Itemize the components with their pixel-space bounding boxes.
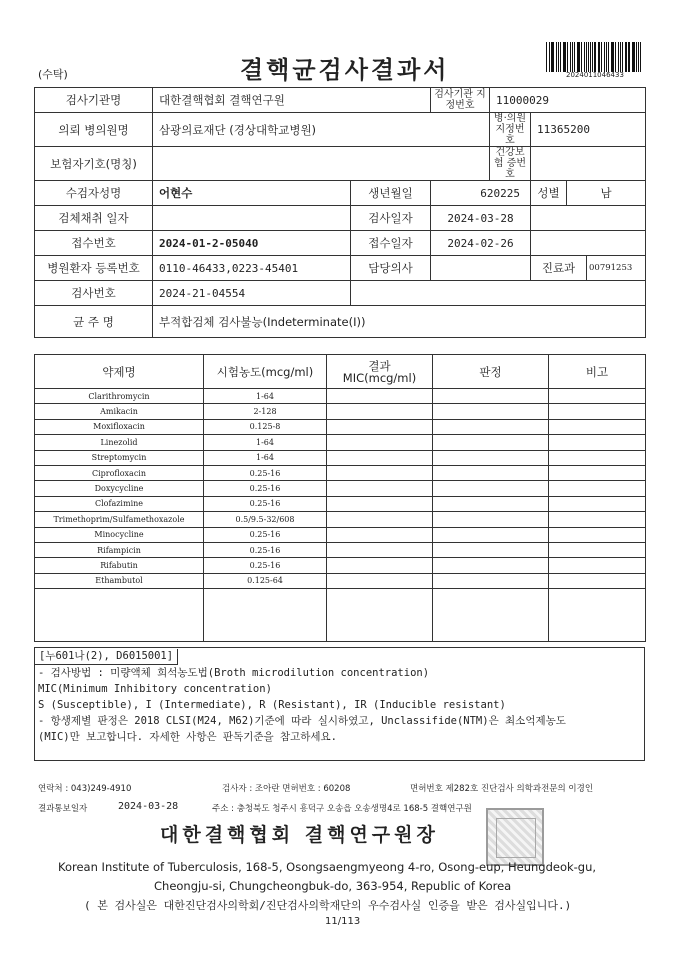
drug-interpretation bbox=[433, 465, 549, 480]
drug-remarks bbox=[549, 419, 646, 434]
drug-name: Linezolid bbox=[35, 435, 204, 450]
drug-mic bbox=[327, 435, 433, 450]
drug-interpretation bbox=[433, 419, 549, 434]
drug-interpretation bbox=[433, 527, 549, 542]
drug-mic bbox=[327, 419, 433, 434]
english-address-line2: Cheongju-si, Chungcheongbuk-do, 363-954, Republic of Korea bbox=[154, 879, 512, 893]
header-result: 결과 bbox=[368, 358, 391, 373]
drug-name: Streptomycin bbox=[35, 450, 204, 465]
drug-name: Ciprofloxacin bbox=[35, 465, 204, 480]
receipt-date-label: 접수일자 bbox=[351, 231, 431, 256]
drug-name: Clarithromycin bbox=[35, 389, 204, 404]
form-tag: (수탁) bbox=[38, 68, 68, 81]
test-date-value: 2024-03-28 bbox=[431, 206, 531, 231]
drug-test-range: 1-64 bbox=[204, 450, 327, 465]
drug-mic bbox=[327, 512, 433, 527]
info-row-patient bbox=[35, 181, 646, 206]
drug-remarks bbox=[549, 435, 646, 450]
info-row-registration bbox=[35, 256, 646, 281]
drug-row bbox=[35, 558, 646, 573]
drug-remarks bbox=[549, 389, 646, 404]
drug-row bbox=[35, 512, 646, 527]
drug-row bbox=[35, 481, 646, 496]
drug-row bbox=[35, 435, 646, 450]
insurance-no-label: 건강보험 증번호 bbox=[490, 147, 531, 181]
drug-row bbox=[35, 527, 646, 542]
notes-code: [누601나(2), D6015001] bbox=[35, 649, 178, 665]
drug-mic bbox=[327, 404, 433, 419]
drug-name: Clofazimine bbox=[35, 496, 204, 511]
hospital-value: 삼광의료재단 (경상대학교병원) bbox=[153, 113, 490, 147]
collect-value bbox=[153, 206, 351, 231]
test-no-label: 검사번호 bbox=[35, 281, 153, 306]
reg-no-label: 병원환자 등록번호 bbox=[35, 256, 153, 281]
inspector: 검사자 : 조아란 면허번호 : 60208 bbox=[222, 784, 351, 794]
hospital-code-value: 11365200 bbox=[531, 113, 646, 147]
header-concentration: 시험농도(mcg/ml) bbox=[204, 355, 327, 389]
report-date: 2024-03-28 bbox=[118, 801, 179, 812]
info-row-lab bbox=[35, 88, 646, 113]
hospital-label: 의뢰 병의원명 bbox=[35, 113, 153, 147]
drug-row bbox=[35, 542, 646, 557]
drug-row bbox=[35, 450, 646, 465]
receipt-no-label: 접수번호 bbox=[35, 231, 153, 256]
birth-value: 620225 bbox=[431, 181, 531, 206]
info-row-receipt bbox=[35, 231, 646, 256]
doctor-label: 담당의사 bbox=[351, 256, 431, 281]
drug-mic bbox=[327, 558, 433, 573]
drug-name: Amikacin bbox=[35, 404, 204, 419]
drug-mic bbox=[327, 527, 433, 542]
drug-row bbox=[35, 389, 646, 404]
info-row-organism bbox=[35, 306, 646, 338]
drug-name: Rifabutin bbox=[35, 558, 204, 573]
test-date-label: 검사일자 bbox=[351, 206, 431, 231]
organism-label: 균 주 명 bbox=[35, 306, 153, 338]
drug-test-range: 0.25-16 bbox=[204, 465, 327, 480]
drug-remarks bbox=[549, 573, 646, 588]
drug-mic bbox=[327, 573, 433, 588]
drug-row bbox=[35, 465, 646, 480]
drug-remarks bbox=[549, 465, 646, 480]
drug-interpretation bbox=[433, 496, 549, 511]
patient-label: 수검자성명 bbox=[35, 181, 153, 206]
drug-mic bbox=[327, 542, 433, 557]
patient-value: 어현수 bbox=[153, 181, 351, 206]
collect-label: 검체채취 일자 bbox=[35, 206, 153, 231]
drug-susceptibility-table bbox=[34, 354, 646, 642]
drug-remarks bbox=[549, 481, 646, 496]
drug-test-range: 1-64 bbox=[204, 389, 327, 404]
organism-value: 부적합검체 검사불능(Indeterminate(I)) bbox=[153, 306, 646, 338]
certification-note: ( 본 검사실은 대한진단검사의학회/진단검사의학재단의 우수검사실 인증을 받은 검사실입니다.) bbox=[84, 899, 572, 912]
drug-test-range: 1-64 bbox=[204, 435, 327, 450]
hospital-code-label: 병·의원 지정번호 bbox=[490, 113, 531, 147]
drug-remarks bbox=[549, 542, 646, 557]
address: 주소 : 충청북도 청주시 흥덕구 오송읍 오송생명4로 168-5 결핵연구원 bbox=[212, 804, 472, 814]
receipt-no-value: 2024-01-2-05040 bbox=[153, 231, 351, 256]
insurer-value bbox=[153, 147, 490, 181]
drug-interpretation bbox=[433, 512, 549, 527]
drug-interpretation bbox=[433, 389, 549, 404]
physician: 면허번호 제282호 진단검사 의학과전문의 이경인 bbox=[410, 784, 594, 794]
insurer-label: 보험자기호(명칭) bbox=[35, 147, 153, 181]
drug-test-range: 0.25-16 bbox=[204, 558, 327, 573]
info-row-test-no bbox=[35, 281, 646, 306]
birth-label: 생년월일 bbox=[351, 181, 431, 206]
drug-test-range: 0.25-16 bbox=[204, 481, 327, 496]
receipt-date-value: 2024-02-26 bbox=[431, 231, 531, 256]
drug-mic bbox=[327, 496, 433, 511]
drug-name: Moxifloxacin bbox=[35, 419, 204, 434]
contact: 연락처 : 043)249-4910 bbox=[38, 784, 132, 794]
drug-test-range: 2-128 bbox=[204, 404, 327, 419]
dept-value: 00791253 bbox=[587, 256, 646, 281]
drug-name: Rifampicin bbox=[35, 542, 204, 557]
page-number: 11/113 bbox=[325, 916, 361, 927]
doctor-value bbox=[431, 256, 531, 281]
drug-interpretation bbox=[433, 573, 549, 588]
info-table bbox=[34, 87, 646, 338]
drug-interpretation bbox=[433, 404, 549, 419]
drug-test-range: 0.5/9.5-32/608 bbox=[204, 512, 327, 527]
lab-code-value: 11000029 bbox=[490, 88, 646, 113]
sex-label: 성별 bbox=[531, 181, 567, 206]
drug-row bbox=[35, 404, 646, 419]
drug-name: Doxycycline bbox=[35, 481, 204, 496]
drug-test-range: 0.25-16 bbox=[204, 527, 327, 542]
drug-test-range: 0.125-64 bbox=[204, 573, 327, 588]
info-row-dates bbox=[35, 206, 646, 231]
notes-line: MIC(Minimum Inhibitory concentration) bbox=[38, 683, 272, 695]
barcode-number: 2024011046433 bbox=[566, 71, 624, 79]
sex-value: 남 bbox=[567, 181, 646, 206]
reg-no-value: 0110-46433,0223-45401 bbox=[153, 256, 351, 281]
drug-mic bbox=[327, 389, 433, 404]
lab-code-label: 검사기관 지정번호 bbox=[431, 88, 490, 113]
drug-mic bbox=[327, 465, 433, 480]
drug-name: Minocycline bbox=[35, 527, 204, 542]
header-remarks: 비고 bbox=[549, 355, 646, 389]
drug-table-filler bbox=[35, 589, 646, 642]
lab-value: 대한결핵협회 결핵연구원 bbox=[153, 88, 431, 113]
drug-name: Ethambutol bbox=[35, 573, 204, 588]
drug-test-range: 0.25-16 bbox=[204, 542, 327, 557]
drug-remarks bbox=[549, 527, 646, 542]
notes-line: S (Susceptible), I (Intermediate), R (Resistant), IR (Inducible resistant) bbox=[38, 699, 506, 711]
barcode bbox=[546, 42, 642, 72]
lab-label: 검사기관명 bbox=[35, 88, 153, 113]
official-seal bbox=[486, 808, 544, 866]
header-mic-unit: MIC(mcg/ml) bbox=[342, 370, 417, 385]
document-title: 결핵균검사결과서 bbox=[240, 56, 450, 84]
drug-mic bbox=[327, 481, 433, 496]
drug-interpretation bbox=[433, 558, 549, 573]
drug-test-range: 0.25-16 bbox=[204, 496, 327, 511]
insurance-no-value bbox=[531, 147, 646, 181]
drug-test-range: 0.125-8 bbox=[204, 419, 327, 434]
info-row-hospital bbox=[35, 113, 646, 147]
header-mic bbox=[327, 355, 433, 389]
report-date-label: 결과통보일자 bbox=[38, 804, 88, 814]
info-row-insurer bbox=[35, 147, 646, 181]
drug-interpretation bbox=[433, 450, 549, 465]
notes-line: - 항생제별 판정은 2018 CLSI(M24, M62)기준에 따라 실시하였고, Unclassifide(NTM)은 최소억제농도 bbox=[38, 715, 566, 727]
drug-name: Trimethoprim/Sulfamethoxazole bbox=[35, 512, 204, 527]
test-no-value: 2024-21-04554 bbox=[153, 281, 351, 306]
drug-remarks bbox=[549, 512, 646, 527]
organization-name: 대한결핵협회 결핵연구원장 bbox=[160, 824, 439, 846]
notes-line: (MIC)만 보고합니다. 자세한 사항은 판독기준을 참고하세요. bbox=[38, 731, 338, 743]
drug-remarks bbox=[549, 558, 646, 573]
header-interpretation: 판정 bbox=[433, 355, 549, 389]
drug-row bbox=[35, 496, 646, 511]
drug-mic bbox=[327, 450, 433, 465]
english-address-line1: Korean Institute of Tuberculosis, 168-5, Osongsaengmyeong 4-ro, Osong-eup, Heungdeok-gu, bbox=[58, 860, 597, 874]
header-drug: 약제명 bbox=[35, 355, 204, 389]
drug-interpretation bbox=[433, 481, 549, 496]
drug-interpretation bbox=[433, 435, 549, 450]
drug-remarks bbox=[549, 404, 646, 419]
drug-interpretation bbox=[433, 542, 549, 557]
drug-remarks bbox=[549, 450, 646, 465]
drug-row bbox=[35, 419, 646, 434]
drug-row bbox=[35, 573, 646, 588]
notes-box bbox=[34, 647, 645, 761]
dept-label: 진료과 bbox=[531, 256, 587, 281]
drug-remarks bbox=[549, 496, 646, 511]
drug-table-header bbox=[35, 355, 646, 389]
notes-line: - 검사방법 : 미량액체 희석농도법(Broth microdilution concentration) bbox=[38, 667, 430, 679]
